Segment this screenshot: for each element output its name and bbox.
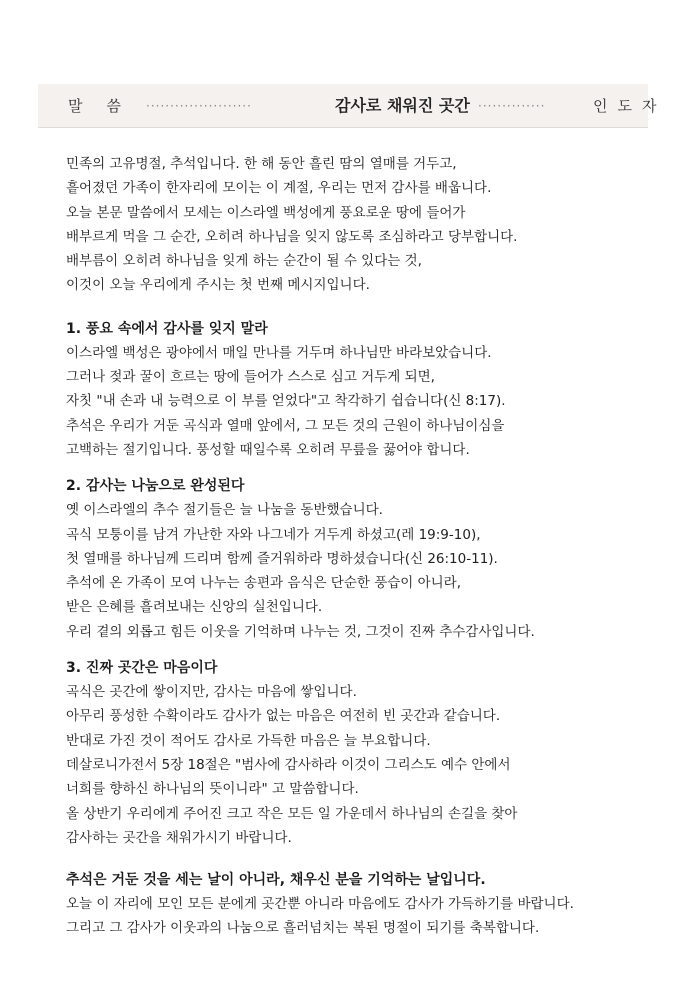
body-line: 감사하는 곳간을 채워가시기 바랍니다. [66, 829, 292, 846]
section-3 [66, 656, 666, 850]
intro-line: 흩어졌던 가족이 한자리에 모이는 이 계절, 우리는 먼저 감사를 배웁니다. [66, 180, 492, 197]
body-line: 곡식 모퉁이를 남겨 가난한 자와 나그네가 거두게 하셨고(레 19:9-10), [66, 526, 481, 543]
header-left-label: 말씀 [68, 97, 145, 115]
body-line: 추석에 온 가족이 모여 나누는 송편과 음식은 단순한 풍습이 아니라, [66, 575, 462, 592]
sermon-body [66, 152, 666, 941]
body-line: 데살로니가전서 5장 18절은 "범사에 감사하라 이것이 그리스도 예수 안에서 [66, 756, 511, 773]
intro-line: 오늘 본문 말씀에서 모세는 이스라엘 백성에게 풍요로운 땅에 들어가 [66, 204, 466, 221]
intro-line: 배부름이 오히려 하나님을 잊게 하는 순간이 될 수 있다는 것, [66, 253, 422, 270]
body-line: 곡식은 곳간에 쌓이지만, 감사는 마음에 쌓입니다. [66, 684, 357, 701]
body-line: 받은 은혜를 흘려보내는 신앙의 실천입니다. [66, 599, 323, 616]
section-1 [66, 317, 666, 462]
section-heading: 1. 풍요 속에서 감사를 잊지 말라 [66, 320, 268, 337]
header-leader-dots-left: ······················ [146, 99, 252, 113]
body-line: 고백하는 절기입니다. 풍성할 때일수록 오히려 무릎을 꿇어야 합니다. [66, 441, 470, 458]
body-line: 옛 이스라엘의 추수 절기들은 늘 나눔을 동반했습니다. [66, 502, 383, 519]
header-right-label: 인도자 [593, 97, 667, 115]
intro-line: 민족의 고유명절, 추석입니다. 한 해 동안 흘린 땀의 열매를 거두고, [66, 156, 457, 172]
section-heading: 3. 진짜 곳간은 마음이다 [66, 660, 218, 677]
closing-title: 추석은 거둔 것을 세는 날이 아니라, 채우신 분을 기억하는 날입니다. [66, 872, 486, 889]
intro-paragraph [66, 152, 666, 298]
body-line: 너희를 향하신 하나님의 뜻이니라" 고 말씀합니다. [66, 781, 359, 798]
intro-line: 배부르게 먹을 그 순간, 오히려 하나님을 잊지 않도록 조심하라고 당부합니다. [66, 228, 518, 245]
body-line: 자칫 "내 손과 내 능력으로 이 부를 얻었다"고 착각하기 쉽습니다(신 8:17). [66, 393, 506, 410]
intro-line: 이것이 오늘 우리에게 주시는 첫 번째 메시지입니다. [66, 277, 370, 294]
body-line: 그러나 젖과 꿀이 흐르는 땅에 들어가 스스로 심고 거두게 되면, [66, 369, 435, 386]
header-leader-dots-right: ·············· [478, 99, 546, 113]
closing-line: 오늘 이 자리에 모인 모든 분에게 곳간뿐 아니라 마음에도 감사가 가득하기를 바랍니다. [66, 896, 574, 913]
body-line: 첫 열매를 하나님께 드리며 함께 즐거워하라 명하셨습니다(신 26:10-11). [66, 550, 498, 567]
sermon-title: 감사로 채워진 곳간 [335, 96, 470, 115]
body-line: 우리 곁의 외롭고 힘든 이웃을 기억하며 나누는 것, 그것이 진짜 추수감사입니다. [66, 623, 535, 640]
body-line: 이스라엘 백성은 광야에서 매일 만나를 거두며 하나님만 바라보았습니다. [66, 344, 492, 361]
closing-line: 그리고 그 감사가 이웃과의 나눔으로 흘러넘치는 복된 명절이 되기를 축복합니다. [66, 920, 540, 937]
body-line: 추석은 우리가 거둔 곡식과 열매 앞에서, 그 모든 것의 근원이 하나님이심을 [66, 417, 505, 434]
body-line: 아무리 풍성한 수확이라도 감사가 없는 마음은 여전히 빈 곳간과 같습니다. [66, 708, 501, 725]
section-heading: 2. 감사는 나눔으로 완성된다 [66, 478, 245, 495]
section-2 [66, 474, 666, 644]
body-line: 올 상반기 우리에게 주어진 크고 작은 모든 일 가운데서 하나님의 손길을 찾아 [66, 805, 518, 822]
closing-section [66, 868, 666, 941]
body-line: 반대로 가진 것이 적어도 감사로 가득한 마음은 늘 부요합니다. [66, 732, 431, 749]
header-bar [38, 84, 667, 128]
